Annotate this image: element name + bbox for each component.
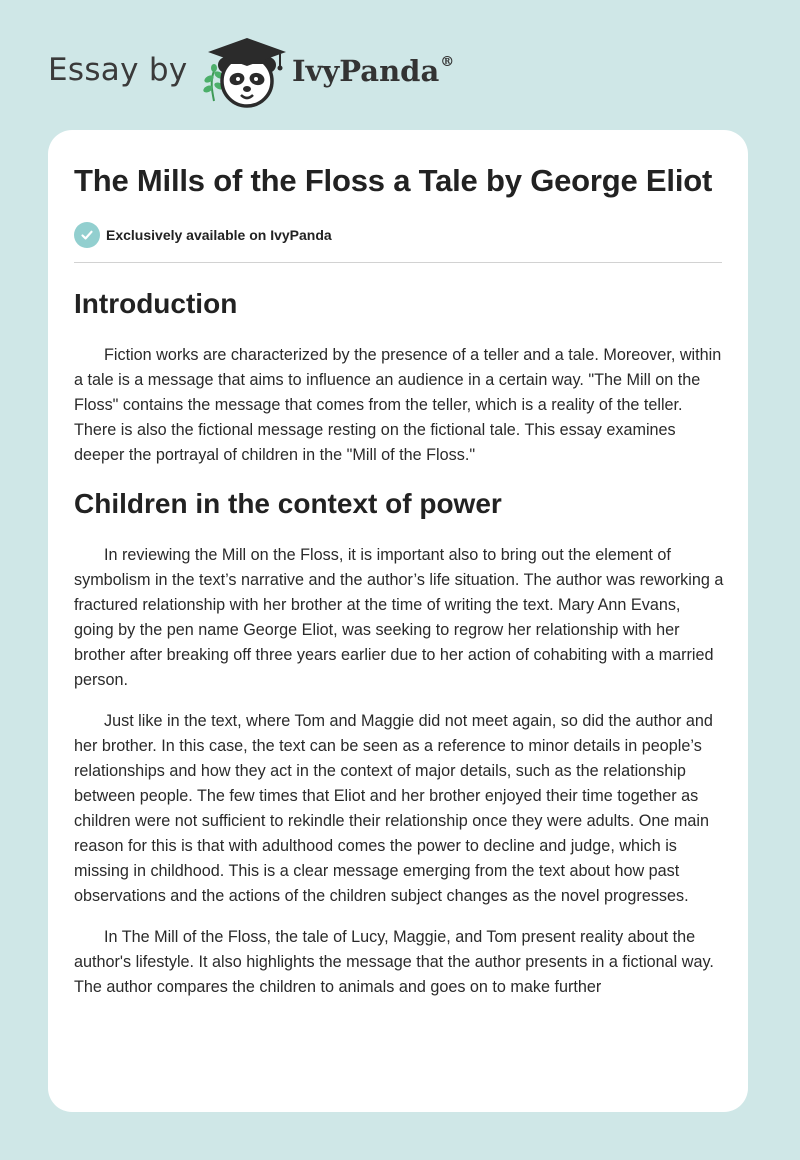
essay-content [74,160,724,1000]
registered-mark: ® [440,54,455,71]
brand-name[interactable]: IvyPanda® [292,54,455,88]
paragraph: Fiction works are characterized by the presence of a teller and a tale. Moreover, within a tale is a message that aims to influence an audience in a certain way. "The Mill on the Floss" contains the message that comes from the teller, which is a reality of the teller. There is also the fictional message resting on the fictional tale. This essay examines deeper the portrayal of children in the "Mill of the Floss." [74,346,722,464]
paragraph: In The Mill of the Floss, the tale of Lucy, Maggie, and Tom present reality about the author's lifestyle. It also highlights the message that the author presents in a fictional way. The author compares the children to animals and goes on to make further [74,928,714,996]
section-heading-children-power: Children in the context of power [74,488,502,519]
site-header [0,0,800,130]
title-divider [74,262,722,263]
panda-graduate-icon[interactable] [200,35,292,109]
essay-card [48,130,748,1112]
paragraph: In reviewing the Mill on the Floss, it is important also to bring out the element of symbolism in the text’s narrative and the author’s life situation. The author was reworking a fractured relationship with her brother at the time of writing the text. Mary Ann Evans, going by the pen name George Eliot, was seeking to regrow her relationship with her brother after breaking off three years earlier due to her action of cohabiting with a married person. [74,546,724,689]
section-heading-introduction: Introduction [74,288,238,319]
essay-title: The Mills of the Floss a Tale by George Eliot [74,163,713,198]
exclusive-badge [74,221,724,249]
paragraph: Just like in the text, where Tom and Maggie did not meet again, so did the author and her brother. In this case, the text can be seen as a reference to minor details in people’s relationships and how they act in the context of major details, such as the relationship between people. The few times that Eliot and her brother enjoyed their time together as children were not sufficient to rekindle their relationship once they were adults. One main reason for this is that with adulthood comes the power to decline and judge, which is missing in childhood. This is a clear message emerging from the text about how past observations and the actions of the children subject changes as the novel progresses. [74,712,713,905]
check-icon [74,222,100,248]
exclusive-badge-text: Exclusively available on IvyPanda [106,227,332,243]
brand-prefix: Essay by [48,52,188,88]
